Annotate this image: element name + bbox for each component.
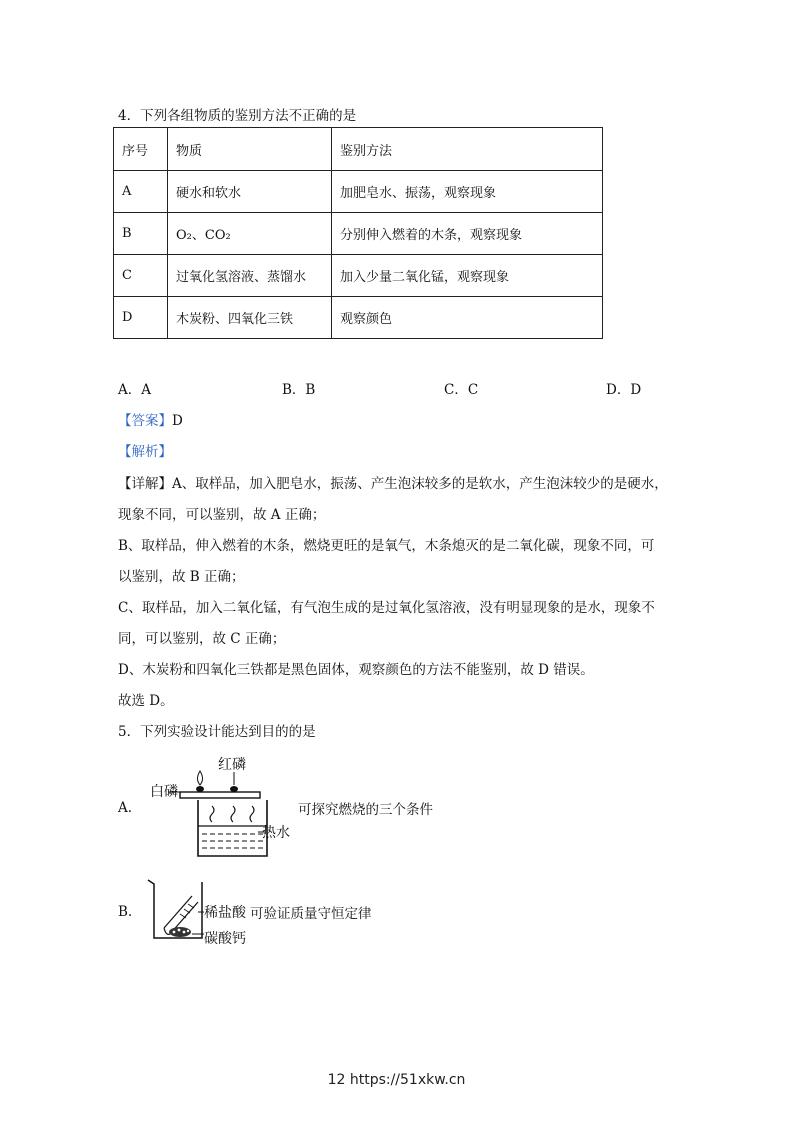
acid-hatching <box>180 904 194 918</box>
test-tube-bottom <box>164 928 170 934</box>
hot-water-label: 热水 <box>262 825 290 841</box>
table-row <box>114 213 603 255</box>
identification-table <box>113 127 603 339</box>
question-5-title: 5．下列实验设计能达到目的的是 <box>118 724 316 740</box>
acid-label: 稀盐酸 <box>204 905 246 921</box>
table-header-row <box>114 128 603 171</box>
table-cell: 硬水和软水 <box>168 171 332 213</box>
red-phosphorus-label: 红磷 <box>218 757 246 773</box>
answer-line <box>118 409 183 429</box>
white-phosphorus <box>196 786 204 792</box>
detail-line: 故选 D。 <box>118 693 174 709</box>
option-c: C．C <box>444 382 479 398</box>
page-footer: 12 https://51xkw.cn <box>327 1072 466 1088</box>
beaker-outline <box>198 800 267 856</box>
detail-line: 【详解】A、取样品，加入肥皂水，振荡、产生泡沫较多的是软水，产生泡沫较少的是硬水， <box>118 476 668 492</box>
table-row <box>114 171 603 213</box>
detail-line: 现象不同，可以鉴别，故 A 正确； <box>118 507 326 523</box>
detail-line: 以鉴别，故 B 正确； <box>118 569 245 585</box>
table-row <box>114 297 603 339</box>
detail-line: D、木炭粉和四氧化三铁都是黑色固体，观察颜色的方法不能鉴别，故 D 错误。 <box>118 662 594 678</box>
copper-plate <box>180 792 260 798</box>
combustion-apparatus-diagram <box>140 752 300 860</box>
red-phosphorus <box>230 786 238 792</box>
header-cell: 鉴别方法 <box>332 128 603 171</box>
table-cell: 过氧化氢溶液、蒸馏水 <box>168 255 332 297</box>
option-b-letter: B. <box>118 904 133 920</box>
table-cell: 木炭粉、四氧化三铁 <box>168 297 332 339</box>
white-phosphorus-label: 白磷 <box>150 784 178 800</box>
answer-tag: 【答案】 <box>118 413 172 429</box>
steam-icon <box>210 806 254 822</box>
table-cell: C <box>114 255 168 297</box>
header-cell: 序号 <box>114 128 168 171</box>
detail-line: B、取样品，伸入燃着的木条，燃烧更旺的是氧气，木条熄灭的是二氧化碳，现象不同，可 <box>118 538 655 554</box>
table-cell: A <box>114 171 168 213</box>
beaker-acid-diagram <box>140 872 260 952</box>
question-4-title: 4．下列各组物质的鉴别方法不正确的是 <box>118 108 357 124</box>
option-d: D．D <box>606 382 642 398</box>
table-cell: 加入少量二氧化锰，观察现象 <box>332 255 603 297</box>
table-cell: 观察颜色 <box>332 297 603 339</box>
option-b-description: 可验证质量守恒定律 <box>250 906 372 922</box>
header-cell: 物质 <box>168 128 332 171</box>
calcium-carbonate-label: 碳酸钙 <box>204 931 246 947</box>
option-a-letter: A. <box>118 800 133 816</box>
table-cell: D <box>114 297 168 339</box>
detail-line: 同，可以鉴别，故 C 正确； <box>118 631 286 647</box>
answer-value: D <box>172 413 183 429</box>
flame-icon <box>198 771 203 785</box>
table-cell: 加肥皂水、振荡，观察现象 <box>332 171 603 213</box>
detail-line: C、取样品，加入二氧化锰，有气泡生成的是过氧化氢溶液，没有明显现象的是水，现象不 <box>118 600 655 616</box>
water-hatching <box>202 834 264 848</box>
table-cell: O₂、CO₂ <box>168 213 332 255</box>
table-cell: 分别伸入燃着的木条，观察现象 <box>332 213 603 255</box>
option-a: A．A <box>118 382 151 398</box>
table-cell: B <box>114 213 168 255</box>
option-a-description: 可探究燃烧的三个条件 <box>298 802 433 818</box>
option-b: B．B <box>282 382 316 398</box>
table-row <box>114 255 603 297</box>
analysis-tag: 【解析】 <box>118 444 172 460</box>
